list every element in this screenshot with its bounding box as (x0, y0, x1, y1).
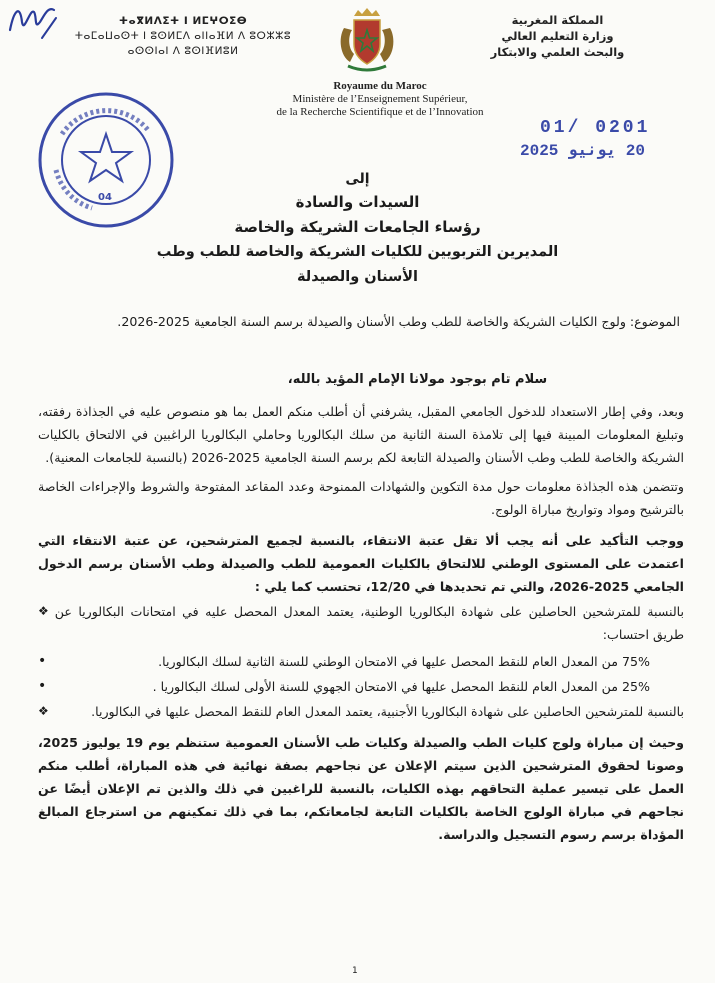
tifinagh-line-2: ⵜⴰⵎⴰⵡⴰⵙⵜ ⵏ ⵓⵙⵍⵎⴷ ⴰⵏⵏⴰⴼⵍ ⴷ ⵓⵔⵣⵣⵓ (74, 30, 292, 42)
reference-number-stamp: 01/ 0201 (540, 118, 651, 138)
date-stamp: 20 يونيو 2025 (520, 142, 645, 160)
bullet-foreign-bac-text: بالنسبة للمترشحين الحاصلين على شهادة البكالوريا الأجنبية، يعتمد المعدل العام للنقط المحصل عليها في البكالوريا. (91, 704, 684, 719)
addressee-to: إلى (345, 171, 370, 187)
french-header (230, 80, 530, 119)
letter-body (38, 400, 684, 846)
sub-bullet-25 (38, 675, 650, 698)
arabic-header-line-3: والبحث العلمي والابتكار (490, 45, 625, 59)
bullet-foreign-bac (38, 700, 684, 723)
addressee-line-3: المديرين التربويين للكليات الشريكة والخاصة للطب وطب الأسنان والصيدلة (156, 244, 559, 285)
page-number: 1 (352, 966, 358, 976)
dot-bullet-icon: • (38, 678, 47, 694)
addressee-line-1: السيدات والسادة (295, 193, 420, 211)
subject-line: الموضوع: ولوج الكليات الشريكة والخاصة للطب وطب الأسنان والصيدلة برسم السنة الجامعية 2025-2026. (117, 314, 680, 329)
sub-bullet-25-text: 25% من المعدل العام للنقط المحصل عليها في الامتحان الجهوي للسنة الأولى لسلك البكالوريا . (152, 679, 650, 694)
french-kingdom: Royaume du Maroc (333, 80, 427, 92)
dot-bullet-icon: • (38, 653, 47, 669)
bullet-national-bac (38, 600, 684, 646)
tifinagh-header (58, 14, 308, 59)
french-ministry-line-1: Ministère de l’Enseignement Supérieur, (292, 93, 468, 105)
diamond-bullet-icon: ❖ (38, 704, 49, 718)
addressee-block (130, 168, 585, 290)
greeting: سلام تام بوجود مولانا الإمام المؤيد بالله، (287, 372, 548, 387)
paragraph-2: وتتضمن هذه الجذاذة معلومات حول مدة التكوين والشهادات الممنوحة وعدد المقاعد المفتوحة والشروط والإجراءات الخاصة بالترشيح ومواد وتواريخ مباراة الولوج. (38, 479, 684, 517)
sub-bullet-75-text: 75% من المعدل العام للنقط المحصل عليها في الامتحان الوطني للسنة الثانية لسلك البكالوريا. (158, 654, 650, 669)
stamp-number: 04 (98, 192, 112, 203)
paragraph-3: ووجب التأكيد على أنه يجب ألا تقل عتبة الانتقاء، بالنسبة لجميع المترشحين، عن عتبة الانتقاء التي اعتمدت على المستوى الوطني للالتحاق بالكليات العمومية للطب والصيدلة وطب الأسنان برسم الدخول الجامعي 2025-2026، والتي تم تحديدها في 12/20، تحتسب كما يلي : (38, 533, 684, 594)
paragraph-1: وبعد، وفي إطار الاستعداد للدخول الجامعي المقبل، يشرفني أن أطلب منكم العمل بما هو منصوص عليه في الجذاذة رفقته، وتبليغ المعلومات المبينة فيها إلى تلامذة السنة الثانية من سلك البكالوريا وحاملي البكالوريا الراغبين في الالتحاق بالكليات الشريكة والخاصة للطب وطب الأسنان والصيدلة التابعة لكم برسم السنة الجامعية 2025-2026 (بالنسبة للجامعات المعنية). (38, 404, 684, 465)
french-ministry-line-2: de la Recherche Scientifique et de l’Innovation (276, 106, 484, 118)
signature-mark (4, 0, 62, 46)
arabic-header-line-1: المملكة المغربية (511, 13, 604, 27)
tifinagh-line-1: ⵜⴰⴳⵍⴷⵉⵜ ⵏ ⵍⵎⵖⵔⵉⴱ (118, 15, 248, 27)
addressee-line-2: رؤساء الجامعات الشريكة والخاصة (234, 218, 481, 236)
tifinagh-line-3: ⴰⵙⵙⵏⴰⵏ ⴷ ⵓⵙⵏⴼⵍⵓⵍ (127, 45, 239, 57)
bullet-national-bac-text: بالنسبة للمترشحين الحاصلين على شهادة البكالوريا الوطنية، يعتمد المعدل المحصل عليه في امتحانات البكالوريا عن طريق احتساب: (54, 604, 684, 642)
arabic-header (470, 12, 645, 60)
paragraph-4: وحيث إن مباراة ولوج كليات الطب والصيدلة وكليات طب الأسنان العمومية ستنظم يوم 19 يوليوز 2025، وصونا لحقوق المترشحين الذين سيتم الإعلان عن نجاحهم بصفة نهائية في هذه المباراة، أطلب منكم العمل على تيسير عملية التحاقهم بهذه الكليات، بالنسبة للراغبين في ذلك والذين تم الإعلان أيضًا عن نجاحهم في مباراة الولوج الخاصة بالكليات التابعة لجامعاتكم، بما في ذلك تمكينهم من استرجاع المبالغ المؤداة برسم رسوم التسجيل والدراسة. (38, 735, 684, 842)
sub-bullet-75 (38, 650, 650, 673)
diamond-bullet-icon: ❖ (38, 604, 49, 618)
coat-of-arms-icon (336, 8, 398, 74)
arabic-header-line-2: وزارة التعليم العالي (501, 29, 614, 43)
